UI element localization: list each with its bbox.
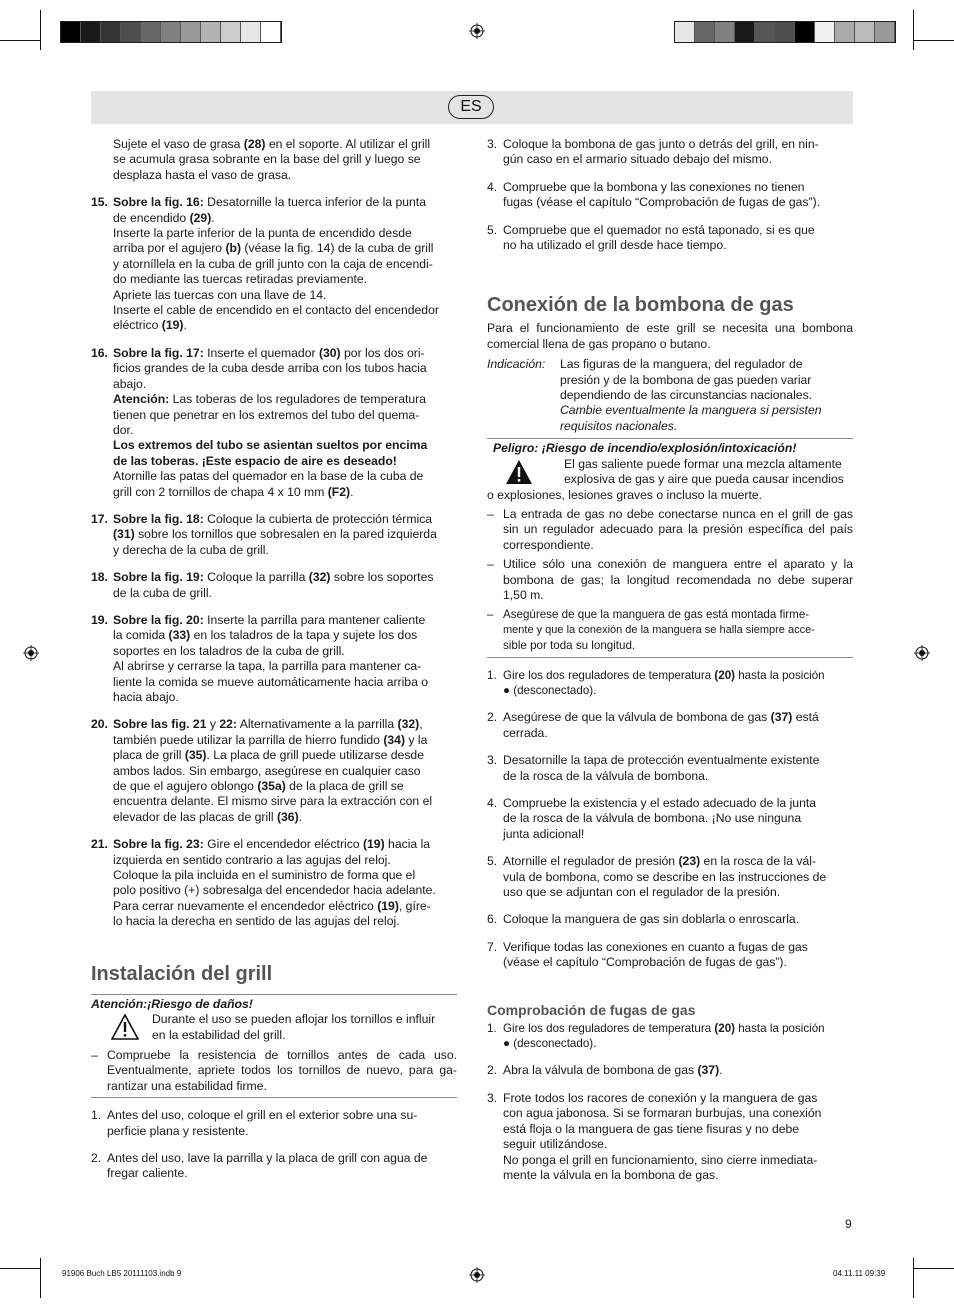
text-line: liente la comida se mueve automáticamente hacia arriba o: [113, 674, 429, 689]
note-line: dependiendo de las circunstancias nacionales.: [560, 388, 813, 403]
danger-dash-item: [487, 607, 853, 653]
list-item-number: 21.: [91, 837, 108, 852]
text-line: Para cerrar nuevamente el encendedor eléctrico (19), gíre-: [113, 898, 431, 913]
danger-box: [487, 438, 853, 657]
text-line: ● (desconectado).: [503, 1037, 597, 1051]
list-item: [487, 854, 853, 900]
list-item: [91, 717, 457, 825]
text-line: tienen que penetrar en los extremos del tubo del quema-: [113, 407, 420, 422]
text-line: Inserte la parte inferior de la punta de encendido desde: [113, 226, 412, 241]
list-item: [91, 1151, 457, 1182]
text-line: izquierda en sentido contrario a las agujas del reloj.: [113, 852, 391, 867]
list-item-number: 20.: [91, 717, 108, 732]
text-line: Al abrirse y cerrarse la tapa, la parrilla para mantener ca-: [113, 659, 422, 674]
page-number: 9: [845, 1217, 852, 1231]
list-item-number: 1.: [487, 1021, 497, 1035]
list-item-number: 19.: [91, 612, 108, 627]
text-line: Coloque la manguera de gas sin doblarla o enroscarla.: [503, 912, 800, 927]
text-line: eléctrico (19).: [113, 318, 187, 333]
warning-triangle-icon: [505, 459, 533, 485]
text-line: Coloque la bombona de gas junto o detrás del grill, en nin-: [503, 137, 819, 151]
list-item: [487, 180, 853, 211]
text-line: do mediante las tuercas retiradas previamente.: [113, 272, 368, 287]
text-line: ficios grandes de la cuba desde arriba con los tubos hacia: [113, 361, 427, 376]
note-line: Cambie eventualmente la manguera si persisten: [560, 403, 822, 418]
text-line: abajo.: [113, 376, 147, 391]
attention-heading: Atención:¡Riesgo de daños!: [91, 996, 253, 1011]
list-item: [91, 570, 457, 601]
list-item-number: 16.: [91, 345, 108, 360]
text-line: Compruebe que el quemador no está taponado, si es que: [503, 222, 815, 237]
text-line: Sobre la fig. 17: Inserte el quemador (30) por los dos ori-: [113, 345, 425, 360]
list-item: [487, 753, 853, 784]
text-line: Sobre la fig. 18: Coloque la cubierta de protección térmica: [113, 511, 433, 526]
list-item: [91, 837, 457, 929]
text-line: Abra la válvula de bombona de gas (37).: [503, 1063, 723, 1078]
text-line: la comida (33) en los taladros de la tapa y sujete los dos: [113, 628, 418, 643]
text-line: uso que se adjuntan con el regulador de la presión.: [503, 885, 781, 900]
list-item: [91, 1108, 457, 1139]
danger-line: o explosiones, lesiones graves o incluso la muerte.: [487, 487, 763, 502]
list-item-number: 4.: [487, 179, 498, 194]
registration-mark-icon: [914, 645, 930, 661]
note-line: presión y de la bombona de gas pueden variar: [560, 372, 812, 387]
text-line: de la cuba de grill.: [113, 585, 212, 600]
list-item: [91, 346, 457, 500]
danger-dash-line: – Asegúrese de que la manguera de gas está montada firme-: [503, 608, 810, 622]
text-line: está floja o la manguera de gas tiene fisuras y no debe: [503, 1121, 800, 1136]
list-item-number: 2.: [487, 710, 498, 725]
list-item-number: 7.: [487, 939, 498, 954]
list-item-number: 18.: [91, 570, 108, 585]
leak-check-steps: [487, 1021, 853, 1184]
intro-text: [113, 137, 457, 183]
list-item: [487, 710, 853, 741]
note-line: requisitos nacionales.: [560, 418, 678, 433]
text-line: Verifique todas las conexiones en cuanto a fugas de gas: [503, 939, 808, 954]
text-line: cerrada.: [503, 725, 548, 740]
text-line: Gire los dos reguladores de temperatura (20) hasta la posición: [503, 668, 825, 682]
registration-mark-icon: [469, 23, 485, 39]
text-line: hacia abajo.: [113, 690, 179, 704]
text-line: (31) sobre los tornillos que sobresalen en la pared izquierda: [113, 527, 437, 542]
text-line: Gire los dos reguladores de temperatura (20) hasta la posición: [503, 1021, 825, 1035]
text-line: encuentra delante. El mismo sirve para la extracción con el: [113, 794, 433, 809]
list-item-number: 15.: [91, 195, 108, 210]
list-item-number: 2.: [91, 1150, 102, 1165]
text-line: se acumula grasa sobrante en la base del grill y luego se: [113, 152, 421, 167]
section-title-leak-check: Comprobación de fugas de gas: [487, 1001, 696, 1018]
note-label: Indicación:: [487, 357, 546, 372]
text-line: y atorníllela en la cuba de grill junto con la caja de encendi-: [113, 256, 433, 271]
gas-connection-steps: [487, 668, 853, 971]
text-line: (véase el capítulo “Comprobación de fugas de gas”).: [503, 955, 787, 970]
text-line: Sobre la fig. 19: Coloque la parrilla (32) sobre los soportes: [113, 570, 434, 585]
text-line: soportes en los taladros de la cuba de grill.: [113, 643, 345, 658]
attention-line: Durante el uso se pueden aflojar los tornillos e influir: [152, 1012, 436, 1027]
text-line: junta adicional!: [503, 826, 585, 841]
text-line: desplaza hasta el vaso de grasa.: [113, 167, 292, 182]
text-line: fugas (véase el capítulo “Comprobación de fugas de gas”).: [503, 195, 821, 210]
text-line: vula de bombona, como se describe en las instrucciones de: [503, 869, 827, 884]
text-line: con agua jabonosa. Si se formaran burbujas, una conexión: [503, 1106, 822, 1121]
text-line: de la rosca de la válvula de bombona. ¡No use ninguna: [503, 811, 802, 826]
list-item: [91, 613, 457, 705]
text-line: no ha utilizado el grill desde hace tiempo.: [503, 238, 727, 253]
text-line: polo positivo (+) sobresalga del encendedor hacia adelante.: [113, 883, 436, 898]
note-line: Las figuras de la manguera, del regulador de: [560, 357, 803, 372]
attention-line: en la estabilidad del grill.: [152, 1027, 286, 1042]
text-line: Sobre las fig. 21 y 22: Alternativamente a la parrilla (32),: [113, 717, 423, 732]
text-line: arriba por el agujero (b) (véase la fig. 14) de la cuba de grill: [113, 241, 434, 256]
section-title-installation: Instalación del grill: [91, 962, 273, 985]
text-line: y derecha de la cuba de grill.: [113, 542, 269, 557]
warning-triangle-icon: [111, 1014, 139, 1040]
text-line: Atornille las patas del quemador en la base de la cuba de: [113, 469, 424, 484]
left-column: [91, 137, 457, 1182]
color-bar-right: [674, 21, 896, 43]
text-line: No ponga el grill en funcionamiento, sino cierre inmediata-: [503, 1152, 818, 1167]
registration-mark-icon: [23, 645, 39, 661]
danger-line: explosiva de gas y aire que pueda causar incendios: [564, 472, 844, 487]
list-item: [91, 512, 457, 558]
list-item: [487, 223, 853, 254]
text-line: Inserte el cable de encendido en el contacto del encendedor: [113, 303, 439, 318]
text-line: elevador de las placas de grill (36).: [113, 809, 303, 824]
text-line: Sobre la fig. 16: Desatornille la tuerca inferior de la punta: [113, 195, 426, 210]
text-line: Sujete el vaso de grasa (28) en el soporte. Al utilizar el grill: [113, 137, 431, 151]
text-line: dor.: [113, 422, 134, 437]
text-line: también puede utilizar la parrilla de hierro fundido (34) y la: [113, 732, 428, 747]
danger-dash-item: – La entrada de gas no debe conectarse nunca en el grill de gas sin un regulador adecuado para la presión específica del país correspondiente.: [487, 507, 853, 553]
list-item: [487, 796, 853, 842]
list-item-number: 1.: [487, 668, 497, 682]
intro-paragraph: [91, 137, 457, 183]
list-item: [487, 1021, 853, 1052]
text-line: Frote todos los racores de conexión y la manguera de gas: [503, 1090, 818, 1105]
installation-steps-continued: [487, 137, 853, 253]
text-line: Desatornille la tapa de protección eventualmente existente: [503, 753, 820, 768]
text-line: Atención: Las toberas de los reguladores de temperatura: [113, 392, 426, 407]
registration-mark-icon: [469, 1267, 485, 1283]
list-item-number: 6.: [487, 912, 498, 927]
text-line: grill con 2 tornillos de chapa 4 x 10 mm (F2).: [113, 484, 354, 499]
text-line: Compruebe la existencia y el estado adecuado de la junta: [503, 796, 817, 810]
text-line: ● (desconectado).: [503, 683, 597, 697]
attention-box: [91, 994, 457, 1098]
attention-dash-item: – Compruebe la resistencia de tornillos antes de cada uso. Eventualmente, apriete todos los tornillos de nuevo, para ga-rantizar una estabilidad firme.: [91, 1048, 457, 1094]
footer-file-info: 91906 Buch LB5 20111103.indb 9: [62, 1269, 182, 1278]
text-line: fregar caliente.: [107, 1166, 188, 1181]
danger-dash-line: mente y que la conexión de la manguera se halla siempre acce-: [503, 623, 815, 636]
danger-line: El gas saliente puede formar una mezcla altamente: [564, 456, 842, 471]
gas-intro: Para el funcionamiento de este grill se necesita una bombona comercial llena de gas propano o butano.: [487, 321, 853, 351]
list-item: [487, 668, 853, 699]
assembly-steps: [91, 195, 457, 929]
text-line: Atornille el regulador de presión (23) en la rosca de la vál-: [503, 854, 817, 869]
list-item-number: 3.: [487, 1090, 498, 1105]
list-item-number: 1.: [91, 1108, 102, 1123]
color-bar-left: [60, 21, 282, 43]
text-line: de las toberas. ¡Este espacio de aire es deseado!: [113, 453, 397, 468]
footer-timestamp: 04.11.11 09:39: [833, 1269, 886, 1278]
text-line: seguir utilizándose.: [503, 1137, 608, 1152]
text-line: gún caso en el armario situado debajo del mismo.: [503, 152, 772, 167]
text-line: Sobre la fig. 20: Inserte la parrilla para mantener caliente: [113, 612, 426, 627]
right-column: [487, 137, 853, 1183]
list-item-number: 2.: [487, 1063, 498, 1078]
text-line: mente la válvula en la bombona de gas.: [503, 1167, 719, 1182]
text-line: Asegúrese de que la válvula de bombona de gas (37) está: [503, 710, 819, 725]
list-item: [487, 912, 853, 927]
list-item: [91, 195, 457, 334]
language-badge: ES: [448, 95, 494, 119]
list-item: [487, 1091, 853, 1183]
list-item-number: 17.: [91, 511, 108, 526]
text-line: Los extremos del tubo se asientan sueltos por encima: [113, 438, 428, 453]
danger-dash-line: sible por toda su longitud.: [503, 639, 636, 653]
list-item-number: 3.: [487, 137, 498, 151]
text-line: de encendido (29).: [113, 210, 215, 225]
text-line: Antes del uso, lave la parrilla y la placa de grill con agua de: [107, 1150, 428, 1165]
text-line: Compruebe que la bombona y las conexiones no tienen: [503, 179, 805, 194]
list-item: [487, 137, 853, 168]
text-line: ambos lados. Sin embargo, asegúrese en cualquier caso: [113, 763, 421, 778]
text-line: Antes del uso, coloque el grill en el exterior sobre una su-: [107, 1108, 418, 1123]
note-block: [487, 357, 853, 434]
text-line: de la rosca de la válvula de bombona.: [503, 768, 709, 783]
text-line: lo hacia la derecha en sentido de las agujas del reloj.: [113, 914, 400, 929]
text-line: Coloque la pila incluida en el suministro de forma que el: [113, 868, 416, 883]
danger-heading: Peligro: ¡Riesgo de incendio/explosión/intoxicación!: [493, 441, 797, 456]
danger-dash-item: – Utilice sólo una conexión de manguera entre el aparato y la bombona de gas; la longitud recomendada no debe superar 1,50 m.: [487, 557, 853, 603]
list-item: [487, 940, 853, 971]
list-item: [487, 1063, 853, 1078]
list-item-number: 3.: [487, 753, 498, 768]
text-line: de que el agujero oblongo (35a) de la placa de grill se: [113, 779, 404, 794]
list-item-number: 5.: [487, 854, 498, 869]
text-line: Apriete las tuercas con una llave de 14.: [113, 287, 327, 302]
text-line: Sobre la fig. 23: Gire el encendedor eléctrico (19) hacia la: [113, 837, 431, 852]
list-item-number: 5.: [487, 222, 498, 237]
list-item-number: 4.: [487, 796, 498, 810]
text-line: perficie plana y resistente.: [107, 1123, 249, 1138]
text-line: placa de grill (35). La placa de grill puede utilizarse desde: [113, 748, 424, 763]
installation-steps: [91, 1108, 457, 1182]
section-title-gas-connection: Conexión de la bombona de gas: [487, 294, 794, 317]
